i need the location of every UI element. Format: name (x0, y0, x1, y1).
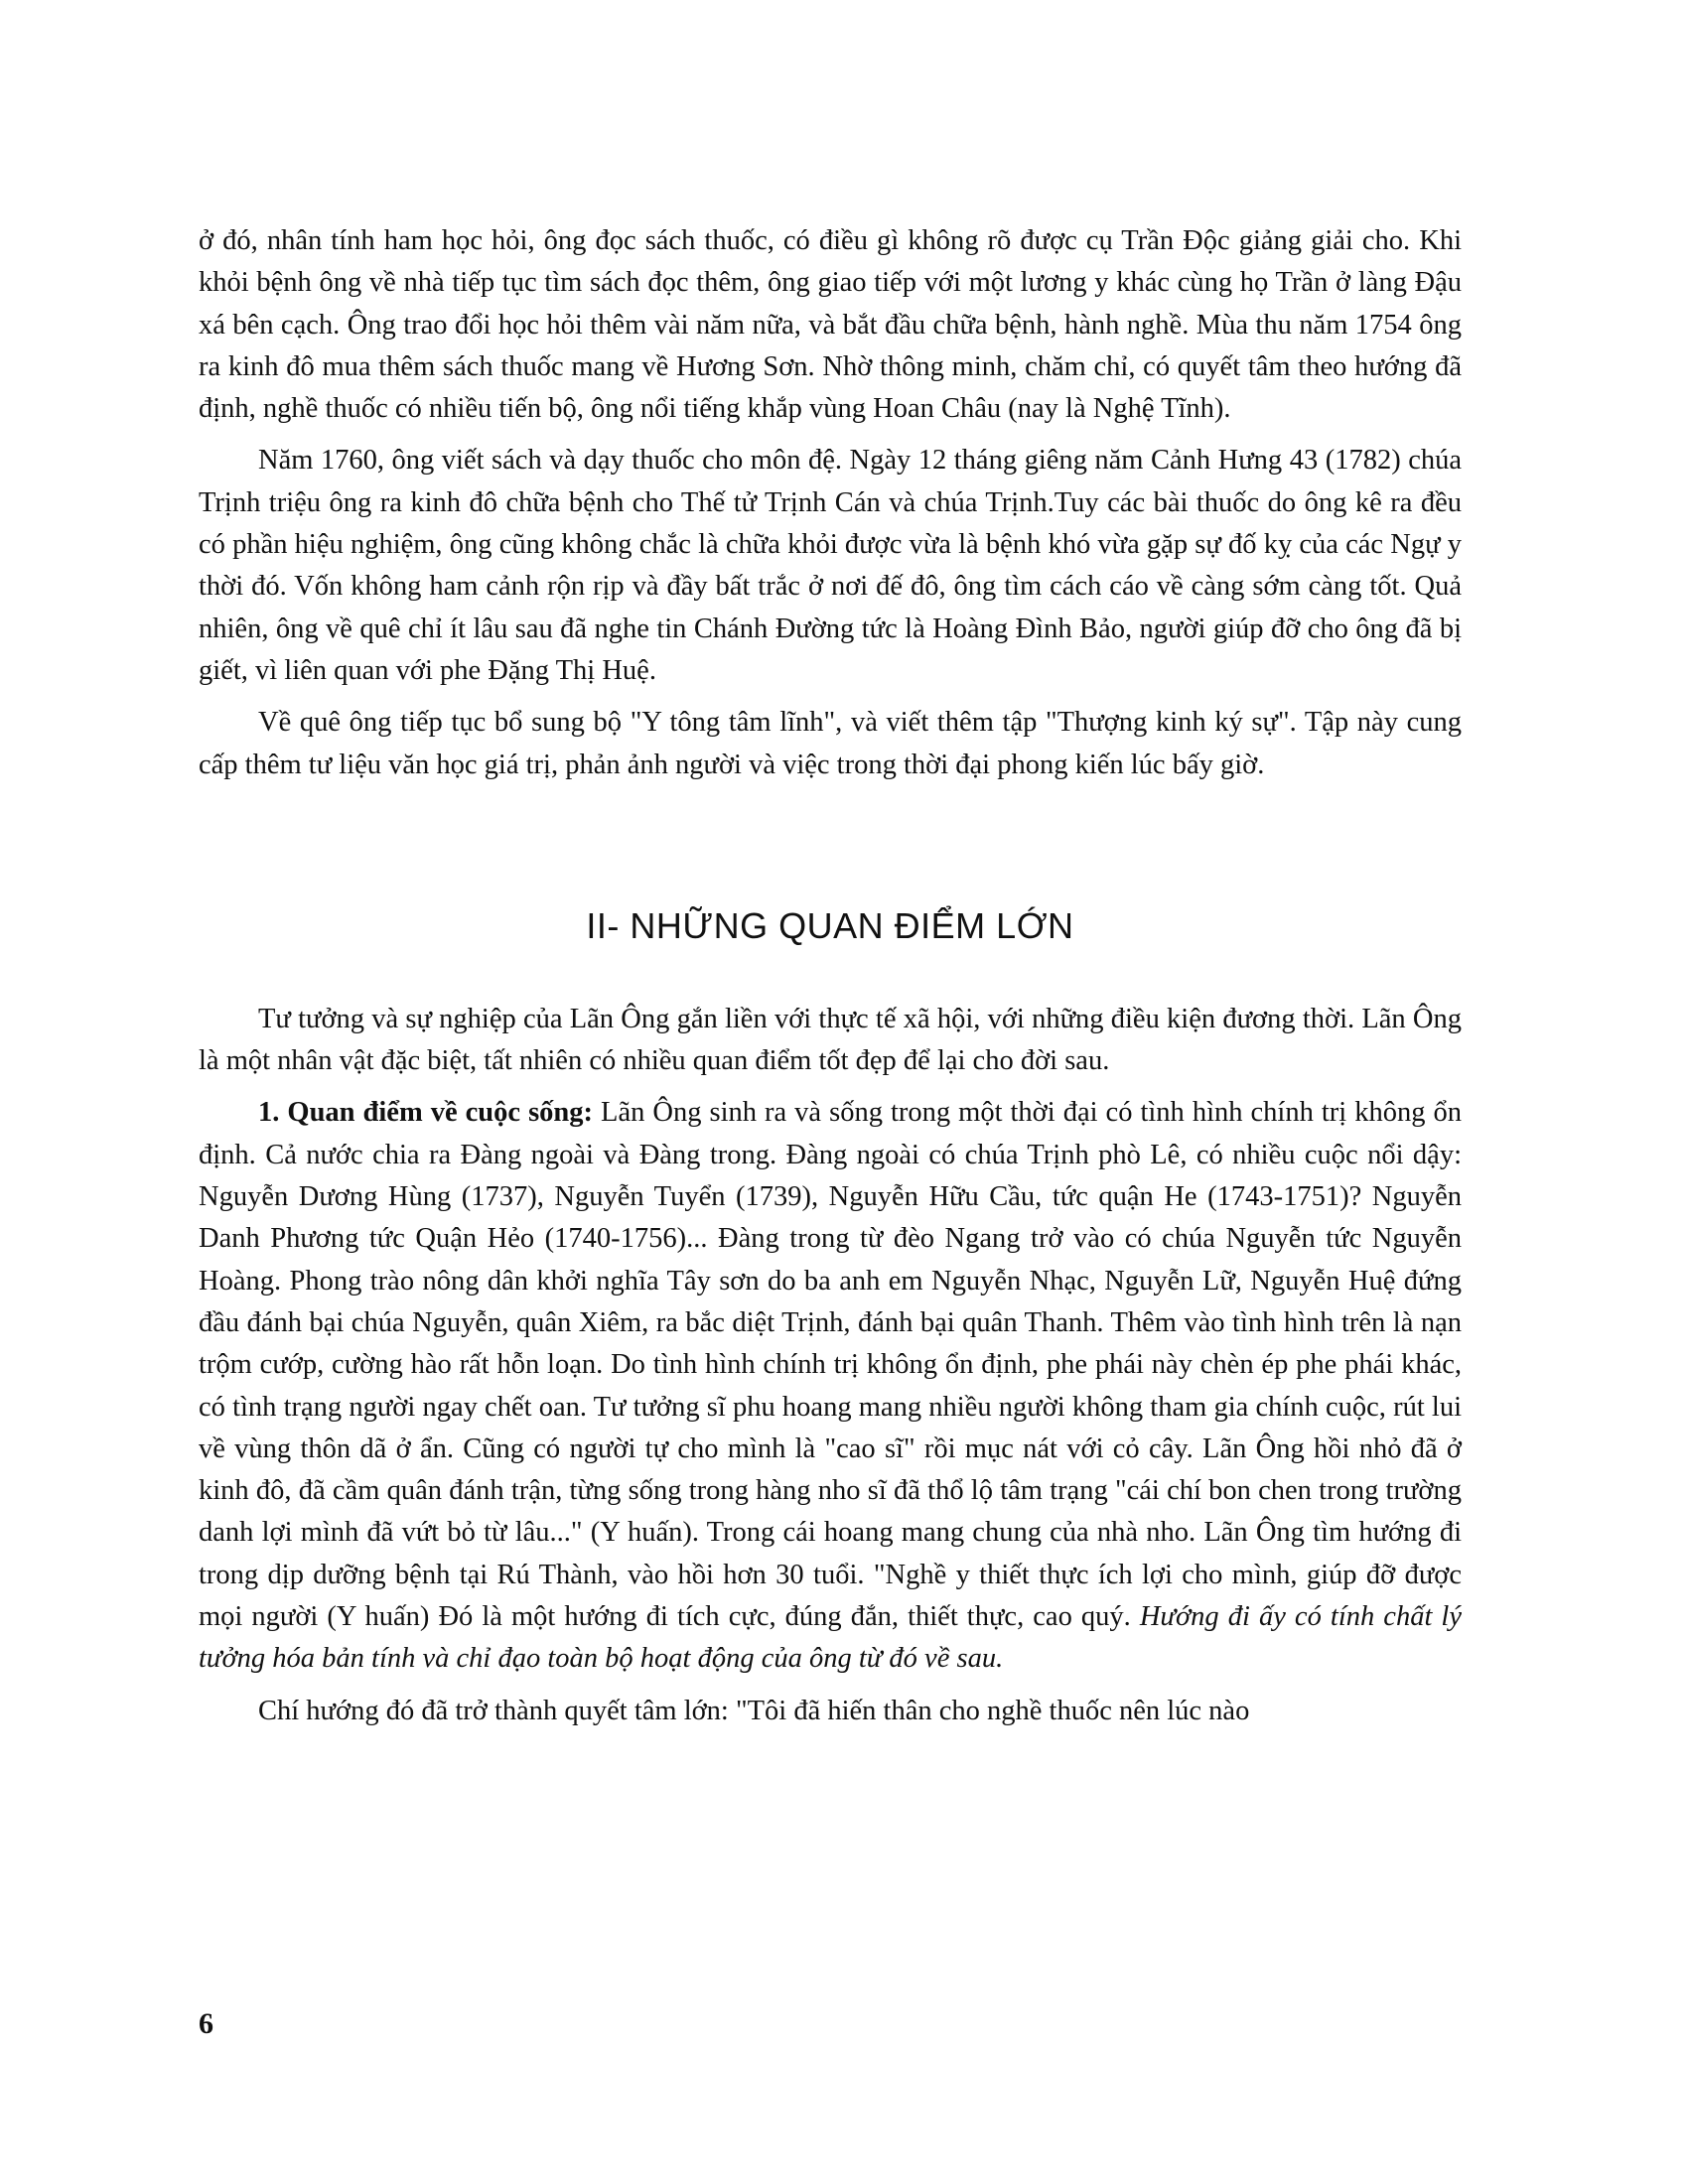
point-1-body: Lãn Ông sinh ra và sống trong một thời đại có tình hình chính trị không ổn định. Cả nước chia ra Đàng ngoài và Đàng trong. Đàng ngoài có chúa Trịnh phò Lê, có nhiều cuộc nổi dậy: Nguyễn Dương Hùng (1737), Nguyễn Tuyển (1739), Nguyễn Hữu Cầu, tức quận He (1743-1751)? Nguyễn Danh Phương tức Quận Hẻo (1740-1756)... Đàng trong từ đèo Ngang trở vào có chúa Nguyễn tức Nguyễn Hoàng. Phong trào nông dân khởi nghĩa Tây sơn do ba anh em Nguyễn Nhạc, Nguyễn Lữ, Nguyễn Huệ đứng đầu đánh bại chúa Nguyễn, quân Xiêm, ra bắc diệt Trịnh, đánh bại quân Thanh. Thêm vào tình hình trên là nạn trộm cướp, cường hào rất hỗn loạn. Do tình hình chính trị không ổn định, phe phái này chèn ép phe phái khác, có tình trạng người ngay chết oan. Tư tưởng sĩ phu hoang mang nhiều người không tham gia chính cuộc, rút lui về vùng thôn dã ở ẩn. Cũng có người tự cho mình là "cao sĩ" rồi mục nát với cỏ cây. Lãn Ông hồi nhỏ đã ở kinh đô, đã cầm quân đánh trận, từng sống trong hàng nho sĩ đã thổ lộ tâm trạng "cái chí bon chen trong trường danh lợi mình đã vứt bỏ từ lâu..." (Y huấn). Trong cái hoang mang chung của nhà nho. Lãn Ông tìm hướng đi trong dịp dưỡng bệnh tại Rú Thành, vào hồi hơn 30 tuổi. "Nghề y thiết thực ích lợi cho mình, giúp đỡ được mọi người (Y huấn) Đó là một hướng đi tích cực, đúng đắn, thiết thực, cao quý. (199, 1097, 1462, 1633)
page-number: 6 (199, 2007, 213, 2040)
section-heading: II- NHỮNG QUAN ĐIỂM LỚN (586, 904, 1074, 946)
paragraph-1760: Năm 1760, ông viết sách và dạy thuốc cho môn đệ. Ngày 12 tháng giêng năm Cảnh Hưng 43 (1782) chúa Trịnh triệu ông ra kinh đô chữa bệnh cho Thế tử Trịnh Cán và chúa Trịnh.Tuy các bài thuốc do ông kê ra đều có phần hiệu nghiệm, ông cũng không chắc là chữa khỏi được vừa là bệnh khó vừa gặp sự đố kỵ của các Ngự y thời đó. Vốn không ham cảnh rộn rịp và đầy bất trắc ở nơi đế đô, ông tìm cách cáo về càng sớm càng tốt. Quả nhiên, ông về quê chỉ ít lâu sau đã nghe tin Chánh Đường tức là Hoàng Đình Bảo, người giúp đỡ cho ông đã bị giết, vì liên quan với phe Đặng Thị Huệ. (199, 445, 1462, 686)
page-body (199, 220, 1462, 1732)
paragraph-intro: Tư tưởng và sự nghiệp của Lãn Ông gắn liền với thực tế xã hội, với những điều kiện đương thời. Lãn Ông là một nhân vật đặc biệt, tất nhiên có nhiều quan điểm tốt đẹp để lại cho đời sau. (199, 1003, 1462, 1077)
paragraph-ve-que: Về quê ông tiếp tục bổ sung bộ "Y tông tâm lĩnh", và viết thêm tập "Thượng kinh ký sự". Tập này cung cấp thêm tư liệu văn học giá trị, phản ảnh người và việc trong thời đại phong kiến lúc bấy giờ. (199, 707, 1462, 780)
paragraph-closing: Chí hướng đó đã trở thành quyết tâm lớn: "Tôi đã hiến thân cho nghề thuốc nên lúc nào (258, 1695, 1250, 1726)
paragraph-point-1 (199, 1092, 1462, 1680)
point-1-italic: Hướng đi ấy có tính chất lý tưởng hóa bản tính và chỉ đạo toàn bộ hoạt động của ông từ đó về sau. (199, 1601, 1462, 1675)
point-1-lead: 1. Quan điểm về cuộc sống: (258, 1097, 594, 1129)
paragraph-continuation: ở đó, nhân tính ham học hỏi, ông đọc sách thuốc, có điều gì không rõ được cụ Trần Độc giảng giải cho. Khi khỏi bệnh ông về nhà tiếp tục tìm sách đọc thêm, ông giao tiếp với một lương y khác cùng họ Trần ở làng Đậu xá bên cạch. Ông trao đổi học hỏi thêm vài năm nữa, và bắt đầu chữa bệnh, hành nghề. Mùa thu năm 1754 ông ra kinh đô mua thêm sách thuốc mang về Hương Sơn. Nhờ thông minh, chăm chỉ, có quyết tâm theo hướng đã định, nghề thuốc có nhiều tiến bộ, ông nổi tiếng khắp vùng Hoan Châu (nay là Nghệ Tĩnh). (199, 225, 1462, 425)
